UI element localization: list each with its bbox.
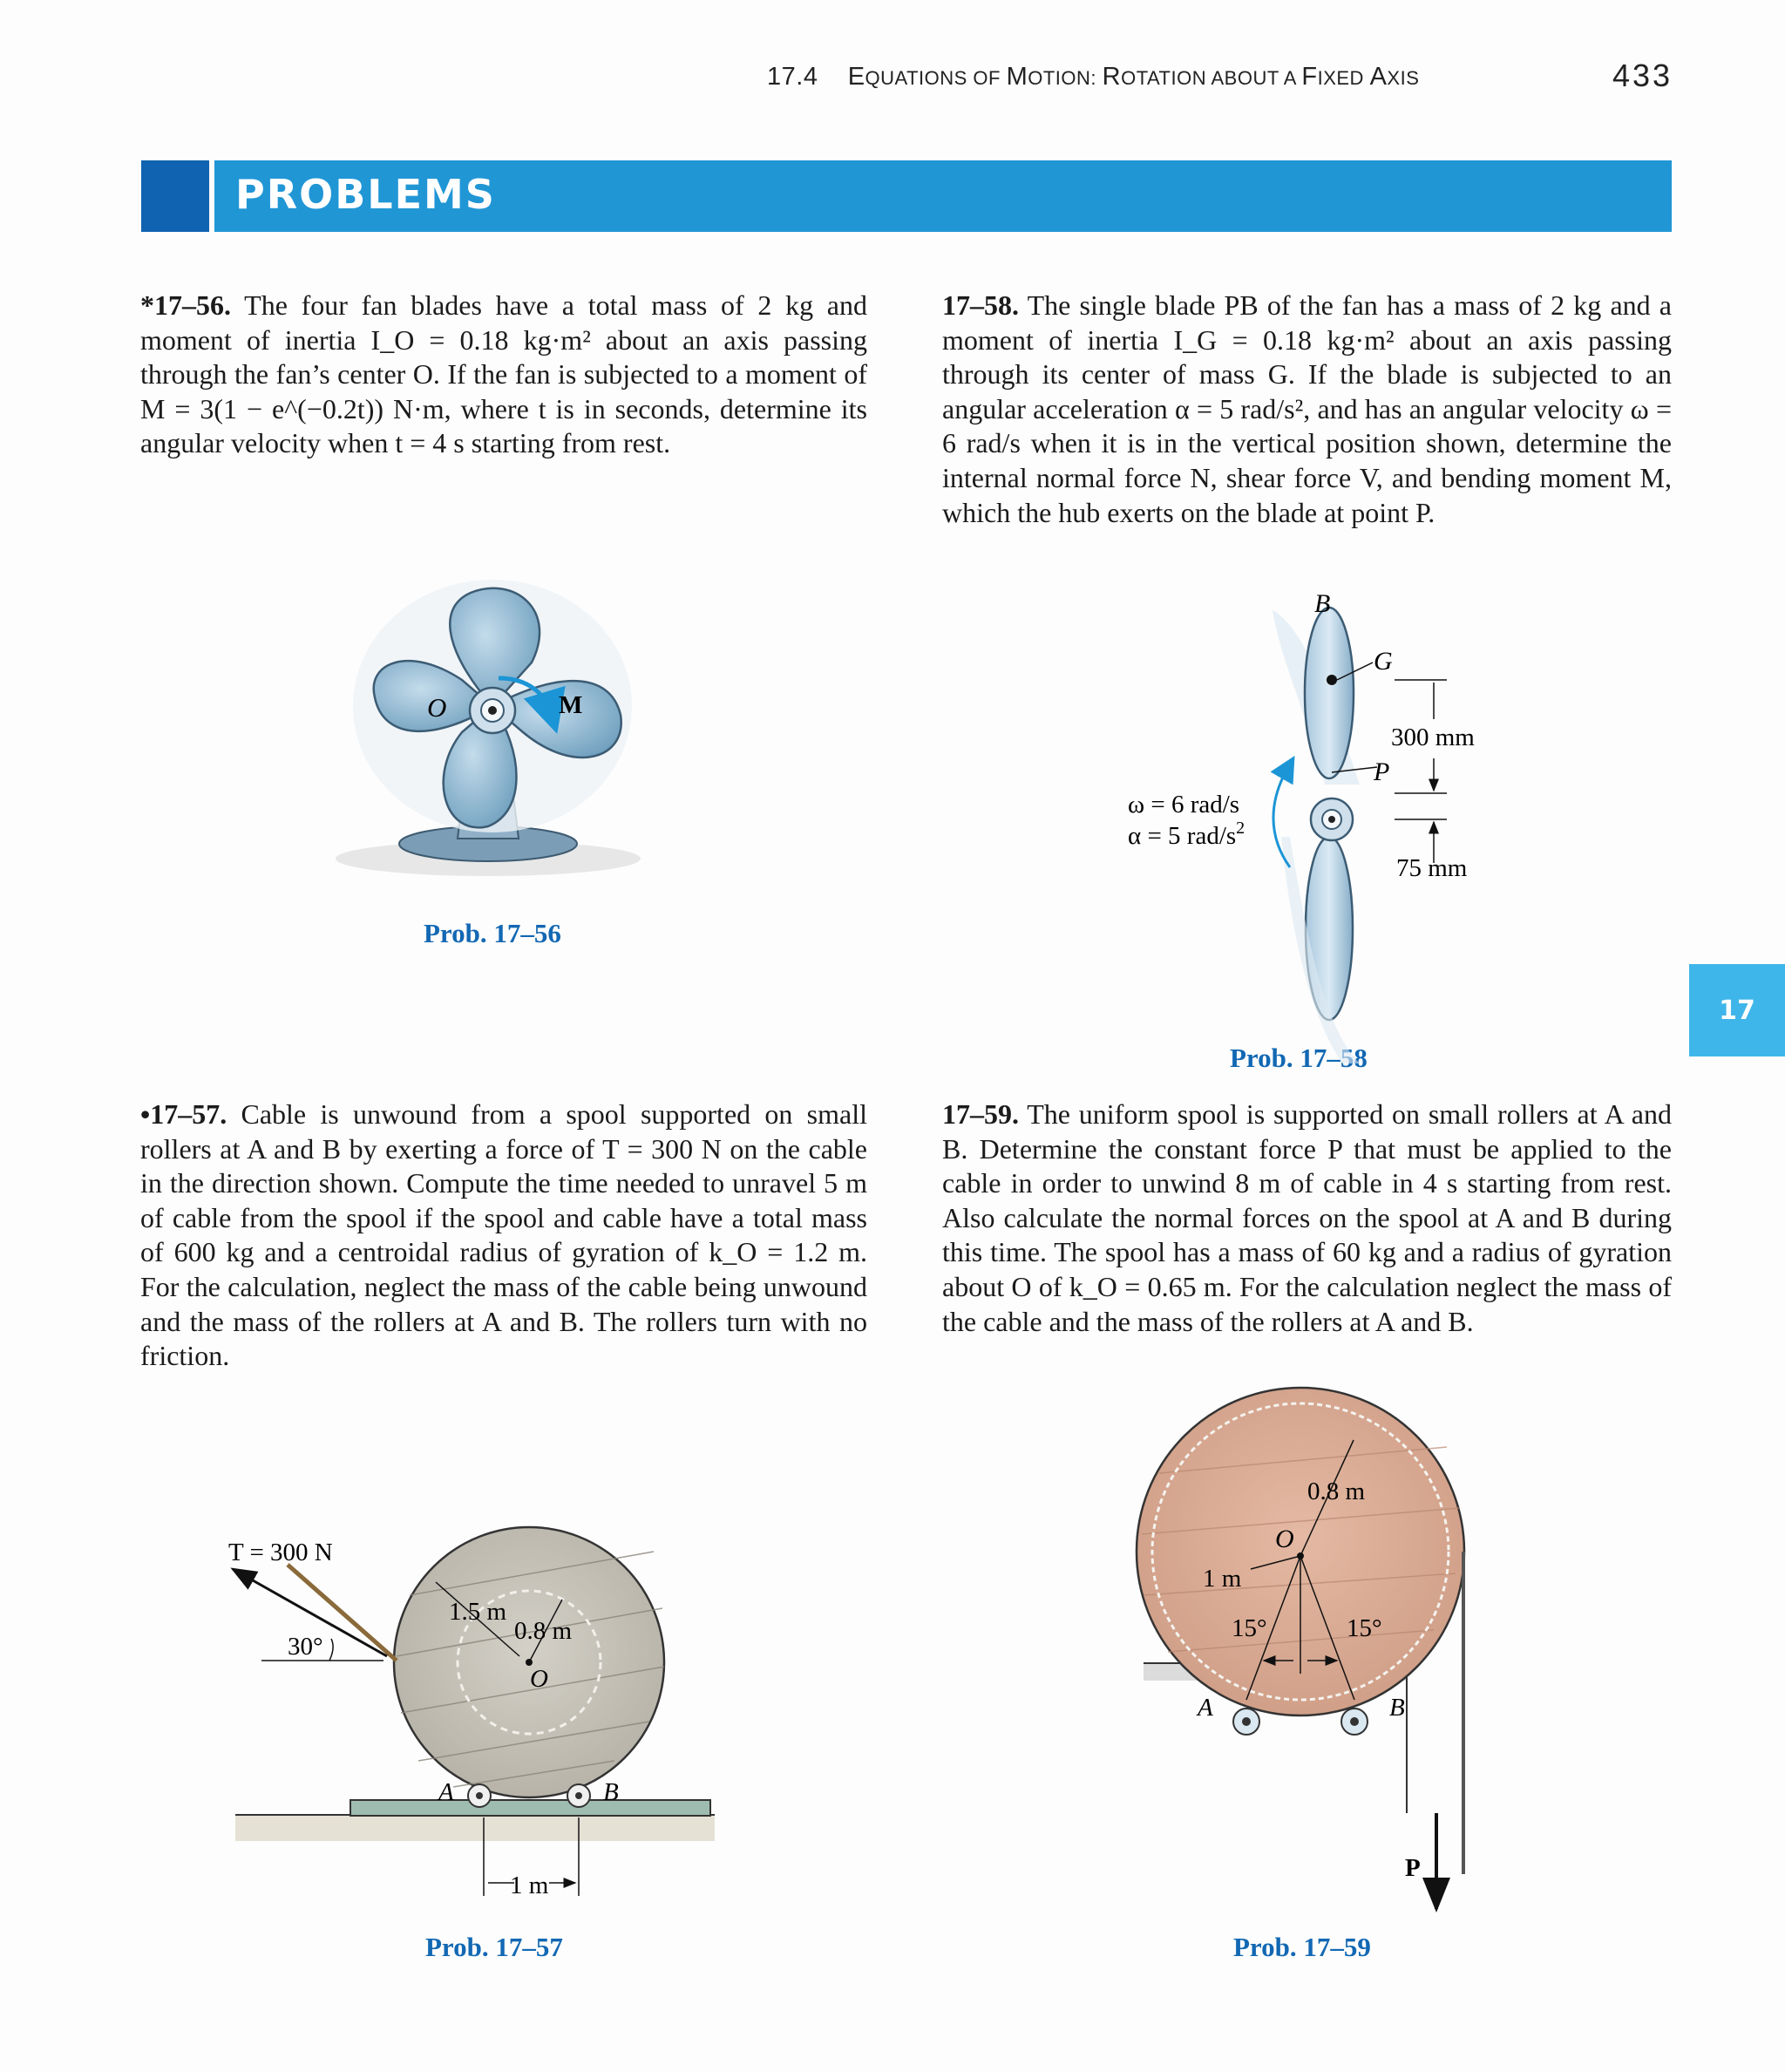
section-title: EQUATIONS OF MOTION: ROTATION ABOUT A FIXED AXIS <box>847 63 1420 91</box>
figure-17-59 <box>1137 1388 1464 1909</box>
label-0-8m: 0.8 m <box>1307 1478 1366 1505</box>
point-G <box>1327 675 1337 685</box>
label-30deg: 30° <box>288 1633 323 1661</box>
blade-upper <box>1305 608 1354 778</box>
omega-label: ω = 6 rad/s <box>1128 791 1240 819</box>
caption-17-58: Prob. 17–58 <box>1230 1043 1368 1073</box>
problem-number: 17–58. <box>942 289 1019 321</box>
label-B: B <box>603 1778 619 1806</box>
base-plate <box>350 1800 710 1816</box>
label-A: A <box>1198 1694 1213 1722</box>
label-B: B <box>1389 1694 1405 1722</box>
problem-text: The four fan blades have a total mass of 2 kg and moment of inertia I_O = 0.18 kg·m² about an axis passing through the fan’s center O. If the fan is subjected to a moment of M = 3(1 − e^(−0.2t)) N·m, where t is in seconds, determine its angular velocity when t = 4 s starting from rest. <box>140 289 868 459</box>
label-0-8m: 0.8 m <box>514 1617 573 1645</box>
dim-300: 300 mm <box>1391 724 1475 751</box>
label-T: T = 300 N <box>228 1539 333 1566</box>
label-O: O <box>427 692 447 723</box>
label-1m: 1 m <box>510 1872 549 1899</box>
problem-number: •17–57. <box>140 1098 227 1130</box>
figure-17-56 <box>336 580 641 876</box>
chapter-tab[interactable]: 17 <box>1689 964 1785 1056</box>
label-O: O <box>530 1665 548 1693</box>
label-P: P <box>1374 757 1390 786</box>
alpha-label: α = 5 rad/$s^2$ <box>1128 819 1245 850</box>
problem-text: Cable is unwound from a spool supported on small rollers at A and B by exerting a force of T = 300 N on the cable in the direction shown. Compute the time needed to unravel 5 m of cable from the spool if the spool and cable have a total mass of 600 kg and a centroidal radius of gyration of k_O = 1.2 m. For the calculation, neglect the mass of the cable being unwound and the mass of the rollers at A and B. The rollers turn with no friction. <box>140 1098 868 1372</box>
label-P: P <box>1405 1854 1421 1882</box>
banner-title: PROBLEMS <box>235 171 496 218</box>
label-15deg-left: 15° <box>1232 1614 1267 1642</box>
label-15deg-right: 15° <box>1347 1614 1382 1642</box>
label-G: G <box>1374 647 1393 676</box>
label-1m: 1 m <box>1203 1565 1242 1593</box>
caption-17-56: Prob. 17–56 <box>424 918 561 948</box>
label-M: M <box>559 691 583 719</box>
problem-text: The uniform spool is supported on small rollers at A and B. Determine the constant force P that must be applied to the cable in order to unwind 8 m of cable in 4 s starting from rest. Also calculate the normal forces on the spool at A and B during this time. The spool has a mass of 60 kg and a radius of gyration about O of k_O = 0.65 m. For the calculation neglect the mass of the cable and the mass of the rollers at A and B. <box>942 1098 1673 1337</box>
dim-75: 75 mm <box>1396 854 1468 882</box>
section-number: 17.4 <box>767 63 818 91</box>
label-B: B <box>1314 589 1331 618</box>
figure-17-58 <box>1128 589 1475 1063</box>
problem-text: The single blade PB of the fan has a mass of 2 kg and a moment of inertia I_G = 0.18 kg·m² about an axis passing through its center of mass G. If the blade is subjected to an angular acceleration α = 5 rad/s², and has an angular velocity ω = 6 rad/s when it is in the vertical position shown, determine the internal normal force N, shear force V, and bending moment M, which the hub exerts on the blade at point P. <box>942 289 1673 528</box>
ground <box>235 1815 715 1841</box>
problem-number: *17–56. <box>140 289 231 321</box>
problem-number: 17–59. <box>942 1098 1019 1130</box>
label-O: O <box>1275 1525 1294 1553</box>
label-A: A <box>438 1778 454 1806</box>
figure-17-57 <box>228 1527 715 1899</box>
caption-17-57: Prob. 17–57 <box>425 1932 563 1962</box>
page-number: 433 <box>1612 58 1673 93</box>
label-1-5m: 1.5 m <box>449 1598 507 1626</box>
caption-17-59: Prob. 17–59 <box>1233 1932 1371 1962</box>
